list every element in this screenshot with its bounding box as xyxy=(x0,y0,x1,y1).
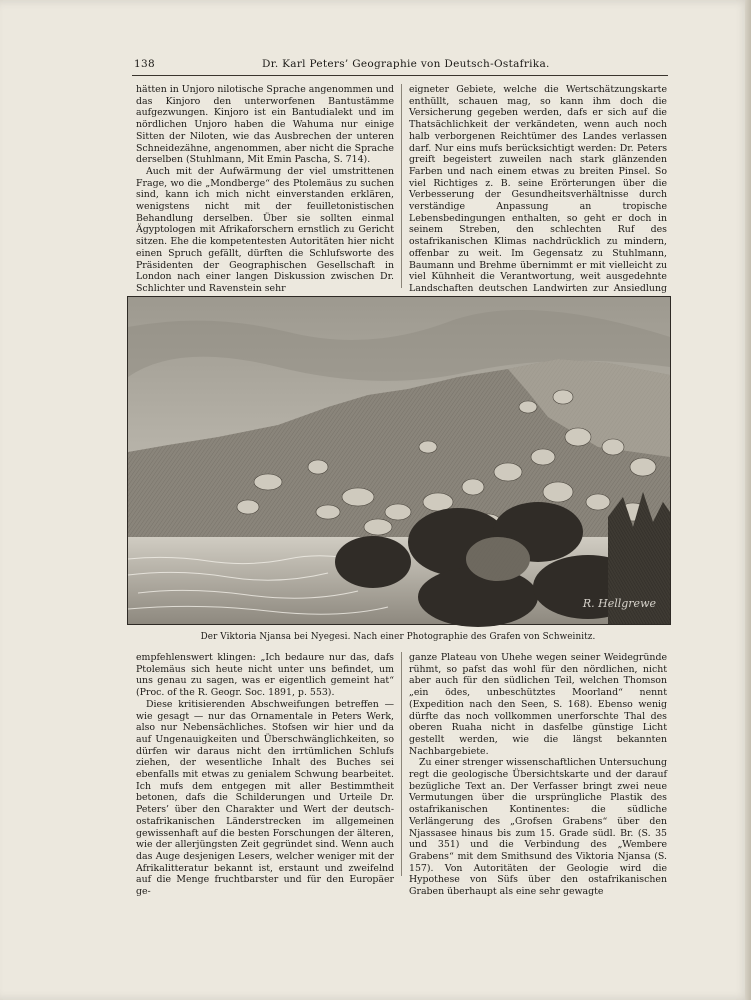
text-column-bottom-left xyxy=(136,652,394,898)
figure-caption: Der Viktoria Njansa bei Nyegesi. Nach einer Photographie des Grafen von Schweinitz. xyxy=(200,632,596,642)
paragraph: ganze Plateau von Uhehe wegen seiner Weidegründe rühmt, so pafst das wohl für den nördlichen, nicht aber auch für den südlichen Teil, welchen Thomson „ein ödes, unbeschütztes Moorland“ nennt (Expedition nach den Seen, S. 168). Ebenso wenig dürfte das noch vollkommen unerforschte Thal des oberen Ruaha nicht in dasfelbe günstige Licht gestellt werden, wie die längst bekannten Nachbargebiete. xyxy=(409,652,667,757)
paragraph: eigneter Gebiete, welche die Wertschätzungskarte enthüllt, schauen mag, so kann ihm doch die Versicherung gegeben werden, dafs er sich auf die Thatsächlichkeit der verkändeten, wenn auch noch halb verborgenen Reichtümer des Landes verlassen darf. Nur eins mufs berücksichtigt werden: Dr. Peters greift begeistert zuweilen nach stark glänzenden Farben und nach einem etwas zu breiten Pinsel. So viel Richtiges z. B. seine Erörterungen über die Verbesserung der Gesundheitsverhältnisse durch verständige Anpassung an tropische Lebensbedingungen enthalten, so geht er doch in seinem Streben, den schlechten Ruf des ostafrikanischen Klimas nachdrücklich zu mindern, offenbar zu weit. Im Gegensatz zu Stuhlmann, Baumann und Brehme übernimmt er mit vielleicht zu viel Kühnheit die Verantwortung, weit ausgedehnte Landschaften deutschen Landwirten zur Ansiedlung xyxy=(409,84,667,294)
paragraph: Auch mit der Aufwärmung der viel umstrittenen Frage, wo die „Mondberge“ des Ptolemäus zu suchen sind, kann ich mich nicht einverstanden erklären, wenigstens nicht mit der feuilletonistischen Behandlung derselben. Über sie sollten einmal Ägyptologen mit Afrikaforschern ernstlich zu Gericht sitzen. Ehe die kompetentesten Autoritäten hier nicht einen Spruch gefällt, dürften die Schlufsworte des Präsidenten der Geographischen Gesellschaft in London nach einer langen Diskussion zwischen Dr. Schlichter und Ravenstein sehr xyxy=(136,165,394,294)
paragraph: Zu einer strenger wissenschaftlichen Untersuchung regt die geologische Übersichtskarte und der darauf bezügliche Text an. Der Verfasser bringt zwei neue Vermutungen über die ursprüngliche Plastik des ostafrikanischen Kontinentes: die südliche Verlängerung des „Grofsen Grabens“ über den Njassasee hinaus bis zum 15. Grade südl. Br. (S. 35 und 351) und die Verbindung des „Wembere Grabens“ mit dem Smithsund des Viktoria Njansa (S. 157). Von Autoritäten der Geologie wird die Hypothese von Süfs über den ostafrikanischen Graben überhaupt als eine sehr gewagte xyxy=(409,757,667,898)
header-rule xyxy=(132,75,668,76)
page-number: 138 xyxy=(134,58,155,70)
paragraph: empfehlenswert klingen: „Ich bedaure nur das, dafs Ptolemäus sich heute nicht unter uns befindet, um uns genau zu sagen, was er eigentlich gemeint hat“ (Proc. of the R. Geogr. Soc. 1891, p. 553). xyxy=(136,652,394,699)
paragraph: hätten in Unjoro nilotische Sprache angenommen und das Kinjoro den unterworfenen Bantustämme aufgezwungen. Kinjoro ist ein Bantudialekt und im nördlichen Unjoro haben die Wahuma nur einige Sitten der Niloten, wie das Ausbrechen der unteren Schneidezähne, angenommen, aber nicht die Sprache derselben (Stuhlmann, Mit Emin Pascha, S. 714). xyxy=(136,84,395,166)
engraving-illustration xyxy=(127,296,671,625)
column-divider xyxy=(401,84,402,288)
column-divider xyxy=(401,652,402,876)
page-header xyxy=(132,58,668,72)
illustrator-signature: R. Hellgrewe xyxy=(582,597,656,610)
text-column-top-left xyxy=(136,84,395,294)
paragraph: Diese kritisierenden Abschweifungen betreffen — wie gesagt — nur das Ornamentale in Peters Werk, also nur Nebensächliches. Stofsen wir hier und da auf Ungenauigkeiten und Überschwänglichkeiten, so dürfen wir daraus nicht den irrtümlichen Schlufs ziehen, der wesentliche Inhalt des Buches sei ebenfalls mit etwas zu genialem Schwung bearbeitet. Ich mufs dem entgegen mit aller Bestimmtheit betonen, dafs die Schilderungen und Urteile Dr. Peters’ über den Charakter und Wert der deutsch-ostafrikanischen Länderstrecken im allgemeinen gewissenhaft auf die besten Forschungen der älteren, wie der allerjüngsten Zeit gegründet sind. Wenn auch das Auge desjenigen Lesers, welcher weniger mit der Afrikalitteratur bekannt ist, erstaunt und zweifelnd auf die Menge fruchtbarster und für den Europäer ge- xyxy=(136,698,394,898)
text-column-top-right xyxy=(409,84,667,294)
running-title: Dr. Karl Peters’ Geographie von Deutsch-Ostafrika. xyxy=(262,58,550,70)
lake-landscape-engraving xyxy=(128,297,670,624)
text-column-bottom-right xyxy=(409,652,667,898)
